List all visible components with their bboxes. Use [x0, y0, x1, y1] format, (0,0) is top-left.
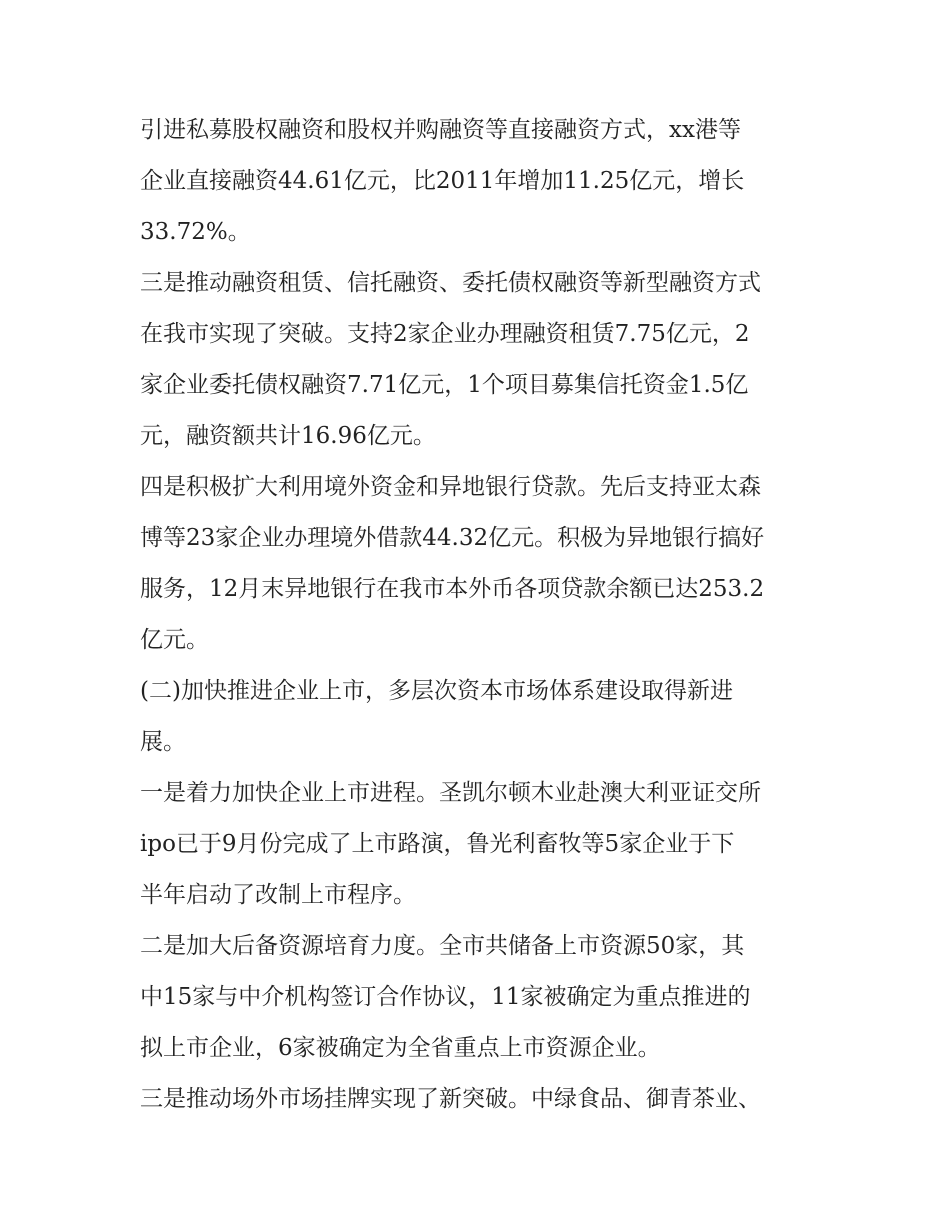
text-line: ipo已于9月份完成了上市路演，鲁光利畜牧等5家企业于下	[140, 831, 735, 857]
section-heading: 展。	[140, 729, 186, 755]
section-heading: (二)加快推进企业上市，多层次资本市场体系建设取得新进	[140, 678, 733, 704]
text-line: 在我市实现了突破。支持2家企业办理融资租赁7.75亿元，2	[140, 321, 750, 347]
text-line: 三是推动场外市场挂牌实现了新突破。中绿食品、御青茶业、	[140, 1086, 761, 1112]
text-line: 三是推动融资租赁、信托融资、委托债权融资等新型融资方式	[140, 270, 761, 296]
text-line: 元，融资额共计16.96亿元。	[140, 423, 436, 449]
text-line: 博等23家企业办理境外借款44.32亿元。积极为异地银行搞好	[140, 525, 765, 551]
text-line: 33.72%。	[140, 219, 251, 245]
text-line: 家企业委托债权融资7.71亿元，1个项目募集信托资金1.5亿	[140, 372, 749, 398]
text-line: 一是着力加快企业上市进程。圣凯尔顿木业赴澳大利亚证交所	[140, 780, 761, 806]
text-line: 亿元。	[140, 627, 209, 653]
text-line: 半年启动了改制上市程序。	[140, 882, 416, 908]
text-line: 服务，12月末异地银行在我市本外币各项贷款余额已达253.2	[140, 576, 765, 602]
text-line: 二是加大后备资源培育力度。全市共储备上市资源50家，其	[140, 933, 745, 959]
text-line: 企业直接融资44.61亿元，比2011年增加11.25亿元，增长	[140, 168, 745, 194]
text-line: 中15家与中介机构签订合作协议，11家被确定为重点推进的	[140, 984, 751, 1010]
text-line: 四是积极扩大利用境外资金和异地银行贷款。先后支持亚太森	[140, 474, 761, 500]
text-line: 拟上市企业，6家被确定为全省重点上市资源企业。	[140, 1035, 661, 1061]
text-line: 引进私募股权融资和股权并购融资等直接融资方式，xx港等	[140, 117, 741, 143]
